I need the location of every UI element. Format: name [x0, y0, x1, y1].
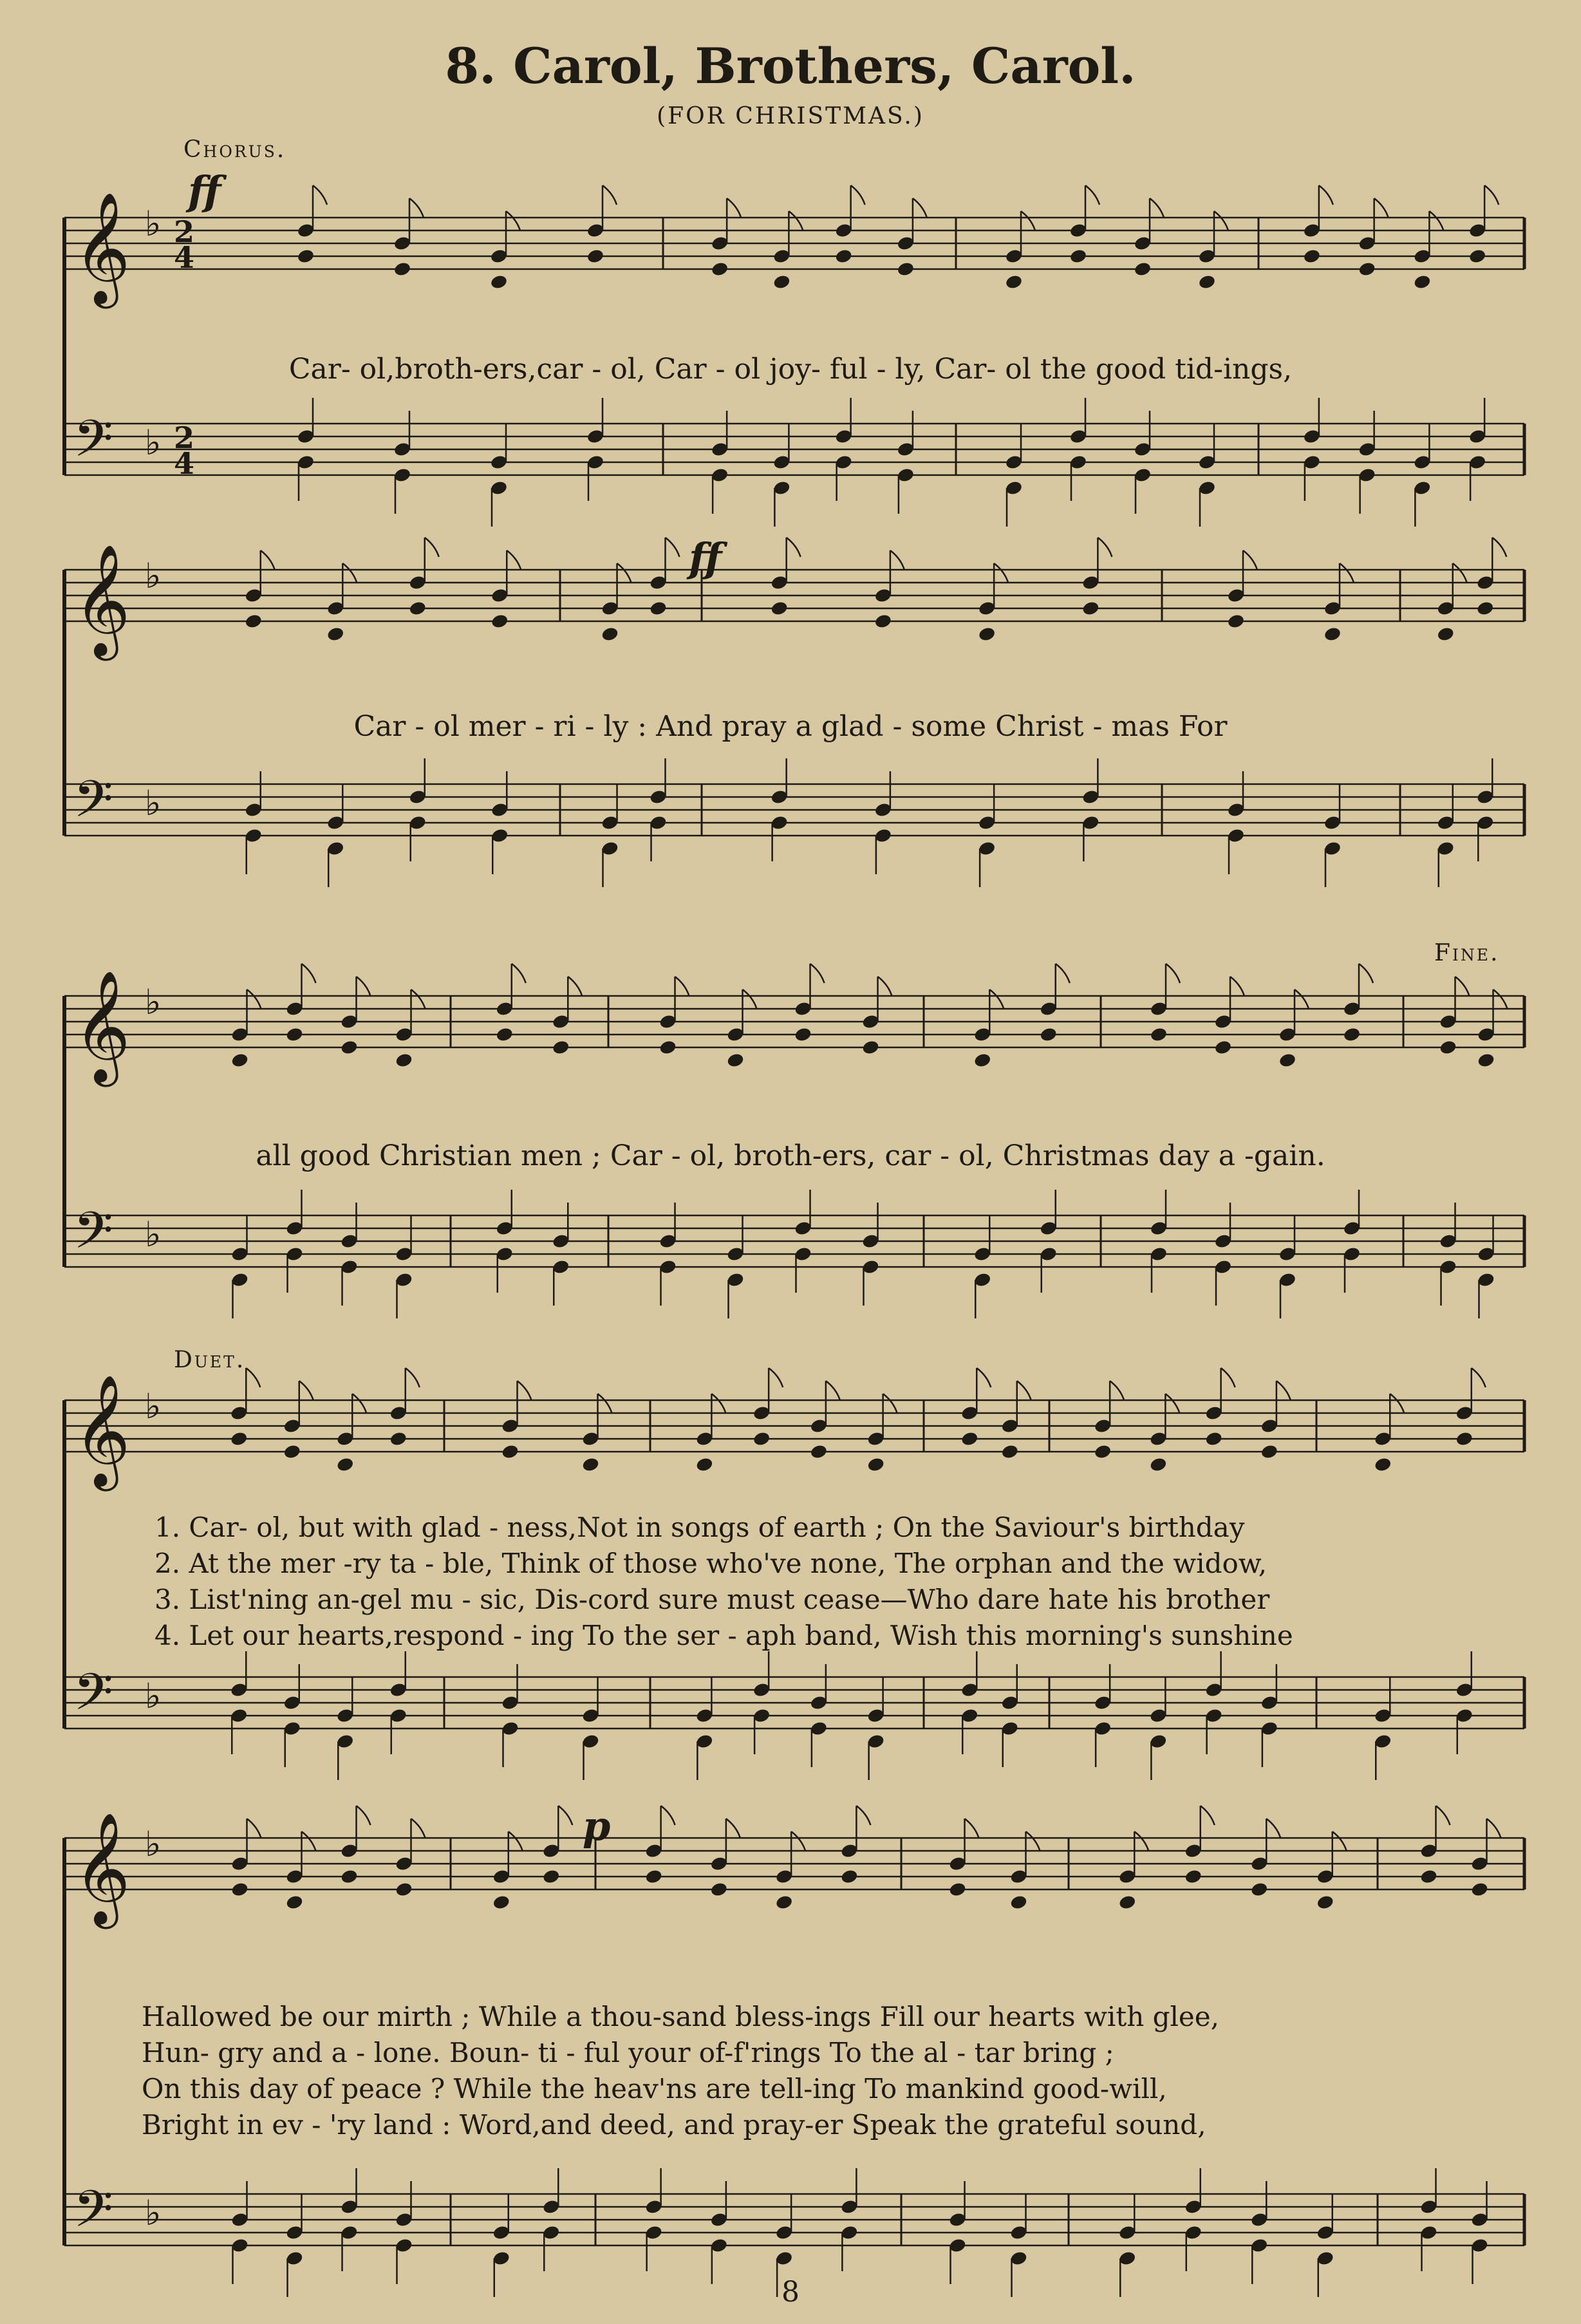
note-head: [753, 1430, 771, 1447]
note-flag: [787, 538, 801, 557]
note-flag: [409, 198, 424, 218]
note-head: [492, 1894, 510, 1910]
treble-clef-icon: 𝄞: [73, 970, 131, 1082]
time-signature-bottom: 4: [174, 240, 195, 275]
note-head: [1374, 1456, 1392, 1472]
note-flag: [826, 1381, 840, 1400]
treble-clef-icon: 𝄞: [73, 544, 131, 656]
note-head: [340, 1039, 359, 1055]
note-flag: [727, 198, 741, 218]
note-head: [897, 261, 915, 277]
note-flag: [1230, 977, 1244, 996]
note-head: [501, 1443, 519, 1459]
note-flag: [791, 1832, 805, 1851]
note-head: [874, 613, 893, 629]
note-flag: [1277, 1381, 1291, 1400]
flat-key-signature-icon: ♭: [145, 1676, 162, 1716]
verse-2-line-b: Hun- gry and a - lone. Boun- ti - ful your of-f'rings To the al - tar bring ;: [142, 2037, 1114, 2068]
note-head: [1134, 261, 1152, 277]
chorus-lyric-line-3: all good Christian men ; Car - ol, broth-ers, car - ol, Christmas day a -gain.: [256, 1139, 1325, 1172]
note-head: [834, 248, 853, 264]
dynamic-ff-2: ff: [689, 534, 722, 581]
flat-key-signature-icon: ♭: [145, 556, 162, 596]
bass-clef-icon: 𝄢: [73, 409, 113, 481]
note-flag: [1340, 563, 1354, 583]
hymn-title-text: Carol, Brothers, Carol.: [513, 37, 1136, 95]
note-flag: [1295, 989, 1309, 1009]
note-head: [326, 626, 345, 642]
note-flag: [512, 964, 526, 983]
note-head: [1260, 1443, 1279, 1459]
note-head: [230, 1052, 249, 1068]
note-flag: [558, 1806, 572, 1825]
note-head: [581, 1456, 600, 1472]
fine-label: Fine.: [1434, 940, 1500, 966]
note-flag: [1429, 211, 1443, 230]
note-flag: [357, 1806, 371, 1825]
note-flag: [1026, 1832, 1040, 1851]
note-head: [552, 1039, 570, 1055]
note-head: [490, 274, 509, 290]
note-head: [948, 1881, 967, 1897]
note-flag: [617, 563, 631, 583]
note-flag: [411, 1819, 426, 1838]
note-head: [491, 613, 509, 629]
note-flag: [1436, 1806, 1450, 1825]
note-head: [230, 1430, 248, 1447]
note-head: [1118, 1894, 1137, 1910]
verse-1-line-a: 1. Car- ol, but with glad - ness,Not in songs of earth ; On the Saviour's birthday: [154, 1512, 1245, 1543]
note-flag: [568, 977, 582, 996]
note-head: [1005, 274, 1024, 290]
note-head: [495, 1026, 514, 1042]
dynamic-ff-1: ff: [188, 167, 221, 214]
note-head: [1455, 1430, 1473, 1447]
note-head: [866, 1456, 885, 1472]
note-head: [770, 600, 789, 616]
note-head: [1069, 248, 1088, 264]
note-head: [395, 1052, 413, 1068]
verse-2-line-a: 2. At the mer -ry ta - ble, Think of those who've none, The orphan and the widow,: [154, 1548, 1268, 1579]
note-flag: [913, 198, 927, 218]
note-head: [1470, 1881, 1489, 1897]
note-flag: [247, 1819, 261, 1838]
verse-4-line-b: Bright in ev - 'ry land : Word,and deed, and pray-er Speak the grateful sound,: [142, 2109, 1206, 2141]
note-head: [1000, 1443, 1019, 1459]
flat-key-signature-icon: ♭: [145, 783, 162, 823]
note-flag: [1110, 1381, 1124, 1400]
note-flag: [994, 563, 1008, 583]
verse-3-line-b: On this day of peace ? While the heav'ns are tell-ing To mankind good-will,: [142, 2073, 1167, 2104]
note-head: [1198, 274, 1217, 290]
note-flag: [313, 185, 327, 205]
bass-clef-icon: 𝄢: [73, 769, 113, 841]
note-flag: [743, 989, 757, 1009]
note-flag: [1165, 1394, 1179, 1413]
verse-1-line-b: Hallowed be our mirth ; While a thou-sand bless-ings Fill our hearts with glee,: [142, 2001, 1219, 2032]
note-flag: [1390, 1394, 1404, 1413]
note-head: [1214, 1039, 1233, 1055]
note-head: [775, 1894, 794, 1910]
note-flag: [711, 1394, 725, 1413]
chorus-lyric-line-2: Car - ol mer - ri - ly : And pray a glad - some Christ - mas For: [353, 710, 1228, 743]
flat-key-signature-icon: ♭: [145, 982, 162, 1022]
treble-clef-icon: 𝄞: [73, 1374, 131, 1486]
flat-key-signature-icon: ♭: [145, 203, 162, 244]
note-flag: [1359, 964, 1373, 983]
note-flag: [726, 1819, 740, 1838]
note-flag: [890, 550, 904, 570]
note-flag: [965, 1819, 979, 1838]
note-flag: [261, 550, 275, 570]
note-head: [840, 1868, 859, 1884]
note-flag: [506, 211, 520, 230]
chorus-label: Chorus.: [183, 136, 286, 163]
note-head: [230, 1881, 249, 1897]
note-head: [283, 1443, 301, 1459]
time-signature-bottom: 4: [174, 446, 195, 481]
note-flag: [666, 538, 680, 557]
note-flag: [851, 185, 865, 205]
note-head: [710, 1881, 729, 1897]
note-flag: [509, 1832, 523, 1851]
note-head: [1094, 1443, 1112, 1459]
note-head: [1081, 600, 1100, 616]
note-head: [601, 626, 619, 642]
note-flag: [357, 977, 371, 996]
note-flag: [1150, 198, 1164, 218]
duet-label: Duet.: [174, 1347, 246, 1373]
note-head: [285, 1026, 304, 1042]
note-head: [772, 274, 791, 290]
note-flag: [425, 538, 439, 557]
note-head: [1150, 1026, 1168, 1042]
time-signature-top: 2: [174, 214, 195, 249]
note-head: [1436, 626, 1455, 642]
note-flag: [1374, 198, 1389, 218]
flat-key-signature-icon: ♭: [145, 2193, 162, 2233]
note-flag: [977, 1368, 991, 1387]
hymn-subtitle: (FOR CHRISTMAS.): [657, 103, 924, 129]
note-head: [1316, 1894, 1334, 1910]
note-head: [1227, 613, 1246, 629]
note-head: [1149, 1456, 1168, 1472]
note-flag: [1098, 538, 1112, 557]
note-head: [1343, 1026, 1361, 1042]
note-flag: [411, 989, 426, 1009]
note-head: [244, 613, 263, 629]
note-head: [1419, 1868, 1438, 1884]
note-head: [960, 1430, 979, 1447]
note-head: [586, 248, 605, 264]
note-head: [1468, 248, 1487, 264]
hymn-number: 8.: [445, 37, 496, 95]
note-flag: [661, 1806, 675, 1825]
note-flag: [810, 964, 825, 983]
note-head: [1009, 1894, 1028, 1910]
note-head: [542, 1868, 561, 1884]
note-head: [408, 600, 427, 616]
note-head: [695, 1456, 714, 1472]
note-flag: [507, 550, 521, 570]
note-flag: [878, 977, 892, 996]
note-flag: [406, 1368, 420, 1387]
flat-key-signature-icon: ♭: [145, 422, 162, 463]
note-head: [297, 248, 315, 264]
note-head: [1324, 626, 1342, 642]
note-flag: [299, 1381, 313, 1400]
note-flag: [342, 563, 357, 583]
note-flag: [883, 1394, 897, 1413]
note-flag: [1221, 1368, 1235, 1387]
note-head: [1476, 600, 1495, 616]
note-flag: [1333, 1832, 1347, 1851]
note-flag: [1487, 1819, 1501, 1838]
note-flag: [1243, 550, 1257, 570]
note-head: [659, 1039, 677, 1055]
flat-key-signature-icon: ♭: [145, 1386, 162, 1427]
note-flag: [1021, 211, 1035, 230]
note-head: [393, 261, 412, 277]
note-head: [810, 1443, 828, 1459]
note-flag: [675, 977, 689, 996]
note-flag: [989, 989, 1004, 1009]
bass-clef-icon: 𝄢: [73, 2179, 113, 2251]
note-head: [1477, 1052, 1495, 1068]
note-flag: [769, 1368, 783, 1387]
note-head: [1303, 248, 1322, 264]
note-flag: [1056, 964, 1070, 983]
note-flag: [598, 1394, 612, 1413]
note-flag: [518, 1381, 532, 1400]
note-head: [1439, 1039, 1457, 1055]
note-head: [336, 1456, 355, 1472]
note-flag: [1319, 185, 1333, 205]
note-flag: [247, 989, 261, 1009]
time-signature-top: 2: [174, 420, 195, 455]
note-head: [1184, 1868, 1202, 1884]
note-head: [1278, 1052, 1297, 1068]
bass-clef-icon: 𝄢: [73, 1201, 113, 1273]
note-flag: [246, 1368, 260, 1387]
note-head: [389, 1430, 407, 1447]
note-head: [1039, 1026, 1058, 1042]
note-flag: [302, 1832, 316, 1851]
note-head: [711, 261, 729, 277]
note-flag: [1266, 1819, 1280, 1838]
note-flag: [1493, 989, 1508, 1009]
note-head: [395, 1881, 413, 1897]
note-flag: [352, 1394, 366, 1413]
verse-3-line-a: 3. List'ning an-gel mu - sic, Dis-cord sure must cease—Who dare hate his brother: [154, 1584, 1270, 1615]
note-flag: [603, 185, 617, 205]
flat-key-signature-icon: ♭: [145, 1824, 162, 1864]
note-flag: [789, 211, 803, 230]
note-head: [978, 626, 996, 642]
note-flag: [1484, 185, 1499, 205]
note-flag: [1201, 1806, 1215, 1825]
note-head: [285, 1894, 304, 1910]
note-head: [1413, 274, 1432, 290]
note-head: [794, 1026, 812, 1042]
verse-4-line-a: 4. Let our hearts,respond - ing To the ser - aph band, Wish this morning's sunshine: [154, 1620, 1293, 1651]
note-flag: [1472, 1368, 1486, 1387]
note-head: [649, 600, 668, 616]
chorus-lyric-line-1: Car- ol,broth-ers,car - ol, Car - ol joy- ful - ly, Car- ol the good tid-ings,: [288, 353, 1293, 386]
note-head: [1250, 1881, 1269, 1897]
note-head: [340, 1868, 359, 1884]
treble-clef-icon: 𝄞: [73, 1812, 131, 1924]
note-flag: [1214, 211, 1228, 230]
flat-key-signature-icon: ♭: [145, 1214, 162, 1255]
note-flag: [1085, 185, 1099, 205]
note-flag: [1492, 538, 1506, 557]
note-flag: [1166, 964, 1180, 983]
note-head: [1204, 1430, 1223, 1447]
dynamic-p: p: [583, 1803, 611, 1850]
note-flag: [856, 1806, 870, 1825]
note-flag: [1134, 1832, 1148, 1851]
note-flag: [1455, 977, 1470, 996]
note-head: [644, 1868, 663, 1884]
note-flag: [1017, 1381, 1031, 1400]
note-head: [726, 1052, 745, 1068]
note-flag: [1453, 563, 1467, 583]
page-number: 8: [781, 2276, 800, 2309]
bass-clef-icon: 𝄢: [73, 1662, 113, 1734]
note-flag: [302, 964, 316, 983]
note-head: [973, 1052, 992, 1068]
treble-clef-icon: 𝄞: [73, 192, 131, 304]
note-head: [861, 1039, 880, 1055]
note-head: [1358, 261, 1376, 277]
